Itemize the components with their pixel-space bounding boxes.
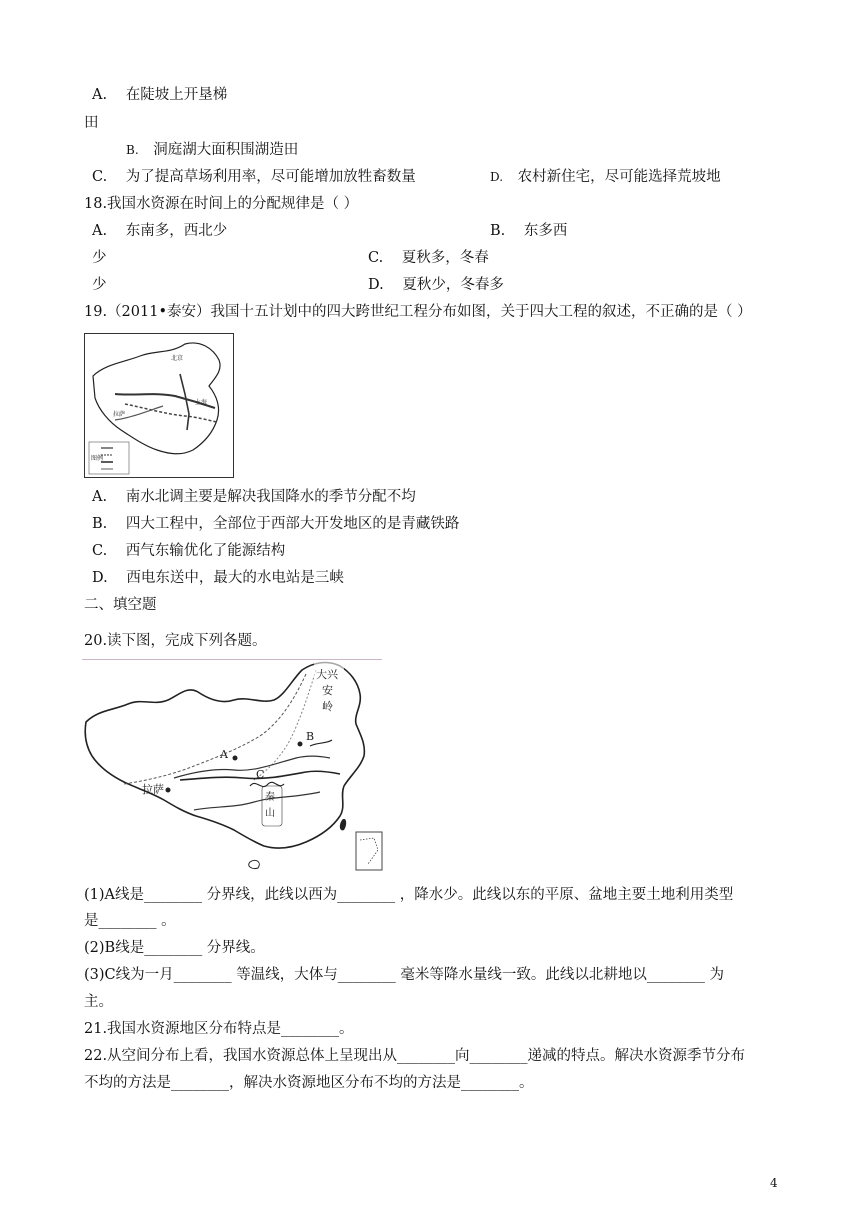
option-letter: C. <box>92 169 108 185</box>
map-label-lasa: 拉萨 <box>113 411 126 418</box>
q19-option-c <box>92 542 285 560</box>
q17-option-b <box>126 141 298 159</box>
option-text: 东多西 <box>523 223 568 239</box>
option-text: 夏秋多，冬春 <box>401 250 489 266</box>
q18-option-d <box>368 276 504 294</box>
option-text: 西电东送中，最大的水电站是三峡 <box>126 570 344 586</box>
china-lines-map <box>84 660 384 872</box>
q20-part3-line1: (3)C线为一月________ 等温线，大体与________ 毫米等降水量线一致。此线以北耕地以________ 为 <box>84 967 724 983</box>
q18-option-a <box>92 222 227 240</box>
map-label-a: A <box>220 748 228 761</box>
map-label-daxing: 大兴 <box>316 668 338 681</box>
option-letter: B. <box>92 516 108 532</box>
q17-option-a-cont: 田 <box>84 115 99 131</box>
map-label-b: B <box>306 730 315 743</box>
option-text: 西气东输优化了能源结构 <box>125 543 286 559</box>
map-label-ling: 岭 <box>322 700 333 713</box>
option-letter: C. <box>92 543 108 559</box>
q19-option-b <box>92 515 459 533</box>
q20-part1-line2: 是________ 。 <box>84 913 176 929</box>
map-label-shanghai: 上海 <box>195 399 208 406</box>
map-label-lasa: 拉萨 <box>142 783 164 796</box>
option-letter: B. <box>126 143 139 157</box>
q20-part1-line1: (1)A线是________ 分界线，此线以西为________ ，降水少。此线以东的平原、盆地主要土地利用类型 <box>84 887 734 903</box>
q17-option-c <box>92 168 416 186</box>
q18-option-a-cont: 少 <box>92 250 107 266</box>
option-text: 洞庭湖大面积围湖造田 <box>153 142 299 158</box>
option-text: 东南多，西北少 <box>125 223 228 239</box>
map-label-shan: 山 <box>265 808 275 819</box>
option-letter: A. <box>92 223 108 239</box>
q17-option-d <box>490 168 721 186</box>
q22-line2: 不均的方法是________，解决水资源地区分布不均的方法是________。 <box>84 1075 534 1091</box>
option-letter: B. <box>490 223 506 239</box>
q20-part2: (2)B线是________ 分界线。 <box>84 940 265 956</box>
map-label-an: 安 <box>322 684 333 697</box>
option-text: 四大工程中，全部位于西部大开发地区的是青藏铁路 <box>125 516 460 532</box>
option-text: 夏秋少，冬春多 <box>402 277 504 293</box>
option-letter: A. <box>92 87 108 103</box>
q20-map-figure <box>84 660 384 872</box>
q21: 21.我国水资源地区分布特点是________。 <box>84 1021 354 1037</box>
option-text: 在陡坡上开垦梯 <box>125 87 228 103</box>
q17-option-a <box>92 86 227 104</box>
q19-option-a <box>92 488 416 506</box>
option-letter: D. <box>490 170 504 184</box>
option-text: 为了提高草场利用率，尽可能增加放牲畜数量 <box>125 169 416 185</box>
section-title: 二、填空题 <box>84 597 157 613</box>
q19-map-figure <box>84 333 234 478</box>
option-letter: D. <box>92 570 108 586</box>
map-label-qin: 秦 <box>265 792 275 803</box>
option-text: 农村新住宅，尽可能选择荒坡地 <box>517 169 721 185</box>
china-projects-map <box>85 334 233 477</box>
page-number: 4 <box>770 1176 778 1190</box>
map-label-beijing: 北京 <box>171 355 184 362</box>
q18-stem: 18.我国水资源在时间上的分配规律是（ ） <box>84 196 359 212</box>
q19-option-d <box>92 569 344 587</box>
q18-option-b <box>490 222 567 240</box>
q19-stem: 19.（2011•泰安）我国十五计划中的四大跨世纪工程分布如图，关于四大工程的叙述，不正确的是（ ） <box>84 304 752 320</box>
option-letter: D. <box>368 277 384 293</box>
option-letter: C. <box>368 250 384 266</box>
option-text: 南水北调主要是解决我国降水的季节分配不均 <box>125 489 416 505</box>
map-label-c: C <box>256 768 265 781</box>
map-legend-label: 图例 <box>91 455 104 462</box>
option-letter: A. <box>92 489 108 505</box>
q18-option-c-cont: 少 <box>92 277 107 293</box>
q20-stem: 20.读下图，完成下列各题。 <box>84 633 267 649</box>
q18-option-c <box>368 249 489 267</box>
q22-line1: 22.从空间分布上看，我国水资源总体上呈现出从________向________递减的特点。解决水资源季节分布 <box>84 1048 746 1064</box>
q20-part3-line2: 主。 <box>84 994 113 1010</box>
